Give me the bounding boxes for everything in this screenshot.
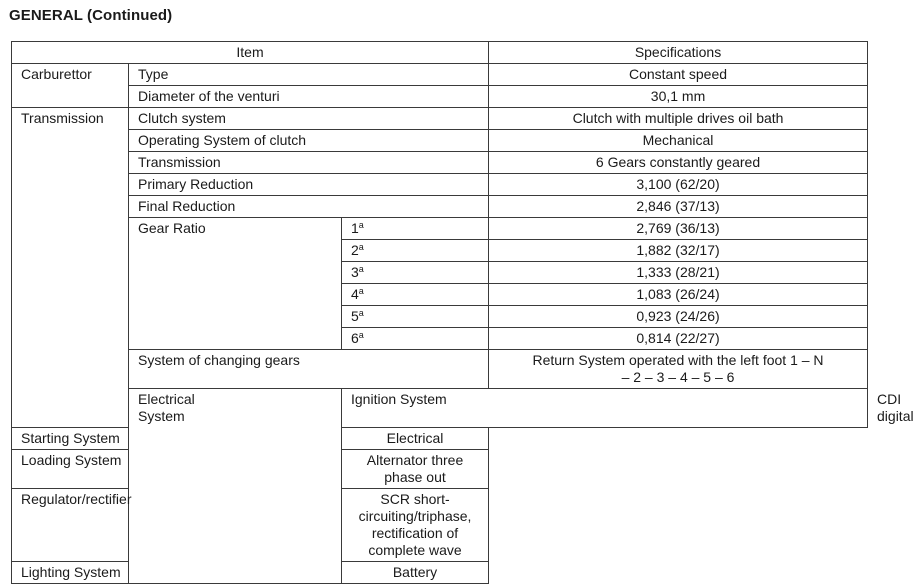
spec-line: Return System operated with the left foot 1 – N xyxy=(532,352,824,368)
table-row xyxy=(12,489,868,562)
header-item: Item xyxy=(12,42,489,64)
group-label-transmission: Transmission xyxy=(12,108,129,428)
spec-cell: 30,1 mm xyxy=(489,86,868,108)
gear-ratio-label: Gear Ratio xyxy=(129,218,342,350)
group-label-line: System xyxy=(138,408,185,424)
gear-number-cell xyxy=(342,262,489,284)
spec-cell: Mechanical xyxy=(489,130,868,152)
table-row xyxy=(12,64,868,86)
table-row: Electrical System Ignition System CDI digital xyxy=(12,389,868,428)
spec-cell: 1,882 (32/17) xyxy=(489,240,868,262)
table-row xyxy=(12,428,868,450)
item-cell: Transmission xyxy=(129,152,489,174)
item-cell: Ignition System xyxy=(342,389,868,428)
gear-number: 1 xyxy=(351,220,359,236)
specifications-table xyxy=(11,41,914,584)
gear-number: 6 xyxy=(351,330,359,346)
item-cell: Final Reduction xyxy=(129,196,489,218)
spec-cell: Electrical xyxy=(342,428,489,450)
item-cell: Starting System xyxy=(12,428,342,450)
item-cell: Diameter of the venturi xyxy=(129,86,489,108)
item-cell: Operating System of clutch xyxy=(129,130,489,152)
header-specifications: Specifications xyxy=(489,42,868,64)
gear-number-cell xyxy=(342,284,489,306)
gear-number-cell xyxy=(342,328,489,350)
spec-line: – 2 – 3 – 4 – 5 – 6 xyxy=(621,369,735,385)
table-row xyxy=(12,152,868,174)
spec-cell: 0,923 (24/26) xyxy=(489,306,868,328)
table-row xyxy=(12,350,868,389)
spec-cell: 2,769 (36/13) xyxy=(489,218,868,240)
item-cell: Lighting System xyxy=(12,562,342,584)
gear-ordinal: a xyxy=(358,308,364,318)
table-header-row xyxy=(12,42,868,64)
table-row xyxy=(12,562,868,584)
table-row xyxy=(12,450,868,489)
spec-line: rectification of complete wave xyxy=(368,525,462,558)
gear-number-cell xyxy=(342,240,489,262)
gear-ordinal: a xyxy=(358,286,364,296)
spec-cell: 0,814 (22/27) xyxy=(489,328,868,350)
item-cell: Type xyxy=(129,64,489,86)
spec-cell: Constant speed xyxy=(489,64,868,86)
spec-line: SCR short-circuiting/triphase, xyxy=(358,491,472,524)
item-cell: Regulator/rectifier xyxy=(12,489,342,562)
spec-cell: 1,083 (26/24) xyxy=(489,284,868,306)
table-row xyxy=(12,86,868,108)
spec-cell: 2,846 (37/13) xyxy=(489,196,868,218)
page-title: GENERAL (Continued) xyxy=(9,7,173,24)
spec-cell: 1,333 (28/21) xyxy=(489,262,868,284)
spec-cell-multiline xyxy=(342,489,489,562)
gear-number: 2 xyxy=(351,242,359,258)
table-row xyxy=(12,174,868,196)
group-label-carburettor: Carburettor xyxy=(12,64,129,108)
gear-number-cell xyxy=(342,306,489,328)
gear-ordinal: a xyxy=(358,220,364,230)
gear-ordinal: a xyxy=(358,330,364,340)
table-row xyxy=(12,108,868,130)
spec-cell: Clutch with multiple drives oil bath xyxy=(489,108,868,130)
item-cell: Primary Reduction xyxy=(129,174,489,196)
item-cell: Loading System xyxy=(12,450,342,489)
gear-ordinal: a xyxy=(358,242,364,252)
gear-number: 5 xyxy=(351,308,359,324)
item-cell: Clutch system xyxy=(129,108,489,130)
spec-cell: Alternator three phase out xyxy=(342,450,489,489)
gear-ordinal: a xyxy=(358,264,364,274)
table-row xyxy=(12,130,868,152)
table-row xyxy=(12,196,868,218)
spec-cell: 6 Gears constantly geared xyxy=(489,152,868,174)
spec-cell: 3,100 (62/20) xyxy=(489,174,868,196)
group-label-line: Electrical xyxy=(138,391,195,407)
item-cell: System of changing gears xyxy=(129,350,489,389)
gear-number: 4 xyxy=(351,286,359,302)
gear-row xyxy=(12,218,868,240)
spec-cell-multiline xyxy=(489,350,868,389)
spec-cell: Battery xyxy=(342,562,489,584)
gear-number: 3 xyxy=(351,264,359,280)
gear-number-cell xyxy=(342,218,489,240)
